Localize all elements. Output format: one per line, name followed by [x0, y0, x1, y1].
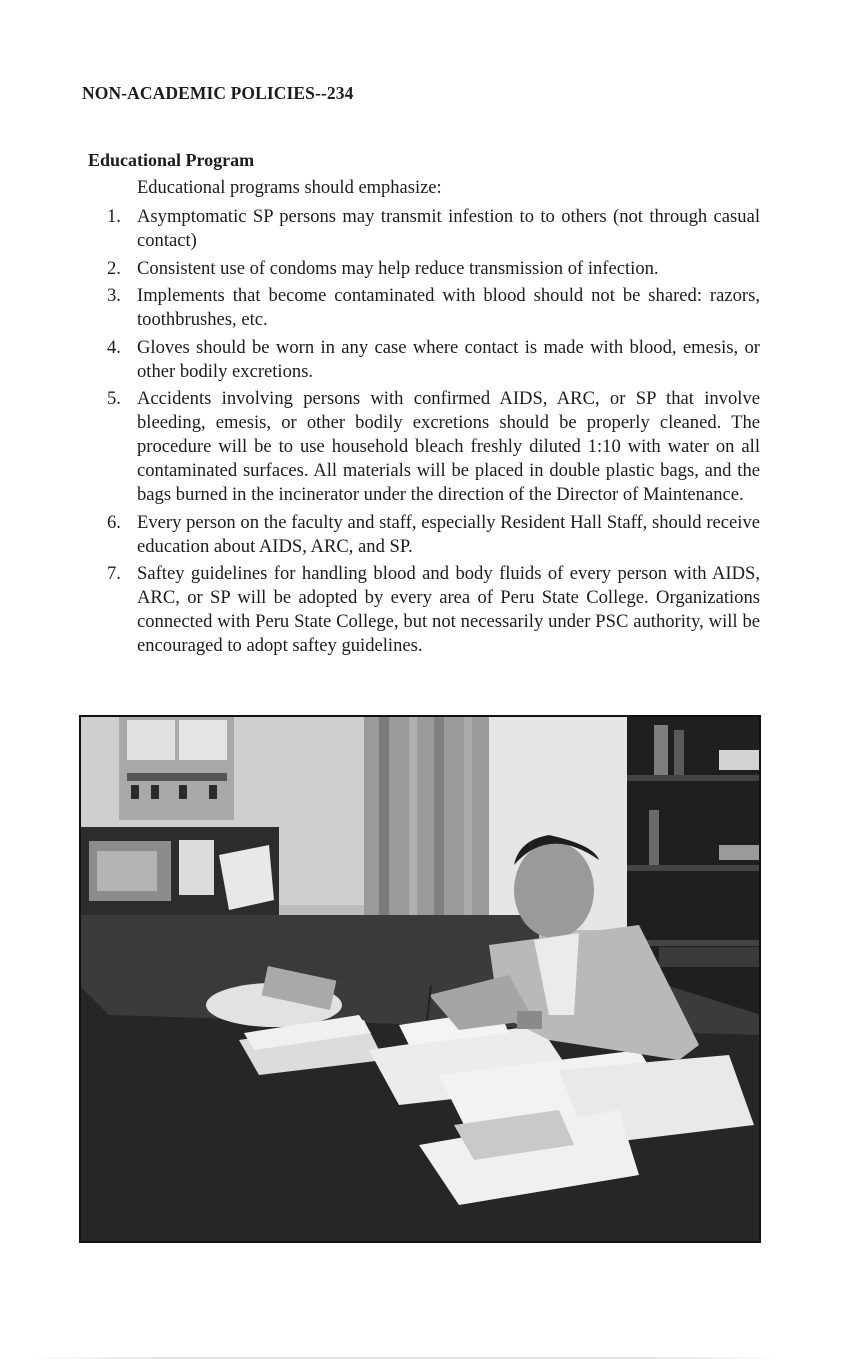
list-item-number: 4.: [107, 336, 121, 358]
scan-edge-line: [25, 1357, 785, 1359]
list-item-number: 2.: [107, 257, 121, 279]
list-item: [88, 511, 760, 559]
list-item-text: Accidents involving persons with confirmed AIDS, ARC, or SP that involve bleeding, emesis, or other bodily excretions should be properly cleaned. The procedure will be to use household bleach freshly diluted 1:10 with water on all contaminated surfaces. All materials will be placed in double plastic bags, and the bags burned in the incinerator under the direction of the Director of Maintenance.: [137, 388, 760, 505]
list-item-number: 3.: [107, 285, 121, 306]
list-item-text: Consistent use of condoms may help reduce transmission of infection.: [137, 257, 659, 279]
list-item: [88, 562, 760, 658]
list-item-text: Saftey guidelines for handling blood and body fluids of every person with AIDS, ARC, or SP will be adopted by every area of Peru State College. Organizations connected with Peru State College, but not necessarily under PSC authority, will be encouraged to adopt saftey guidelines.: [137, 563, 760, 656]
photo-person-head: [514, 842, 594, 938]
office-photo-icon: [79, 715, 761, 1243]
list-item-text: Gloves should be worn in any case where contact is made with blood, emesis, or other bodily excretions.: [137, 336, 760, 382]
list-item: [88, 336, 760, 384]
list-item-number: 7.: [107, 563, 121, 584]
list-item-number: 6.: [107, 511, 121, 533]
section-title: Educational Program: [88, 150, 255, 170]
list-item-number: 1.: [107, 206, 121, 227]
list-item-text: Implements that become contaminated with blood should not be shared: razors, toothbrushes, etc.: [137, 285, 760, 330]
list-item: [88, 284, 760, 332]
running-head: NON-ACADEMIC POLICIES--234: [82, 83, 354, 103]
office-photo: [79, 715, 761, 1243]
policy-list: [88, 205, 760, 662]
list-item-number: 5.: [107, 388, 121, 409]
list-item: [88, 257, 760, 281]
section-intro: Educational programs should emphasize:: [137, 178, 442, 198]
list-item-text: Asymptomatic SP persons may transmit infestion to to others (not through casual contact): [137, 206, 760, 251]
list-item: [88, 387, 760, 507]
list-item-text: Every person on the faculty and staff, especially Resident Hall Staff, should receive education about AIDS, ARC, and SP.: [137, 511, 760, 557]
list-item: [88, 205, 760, 253]
